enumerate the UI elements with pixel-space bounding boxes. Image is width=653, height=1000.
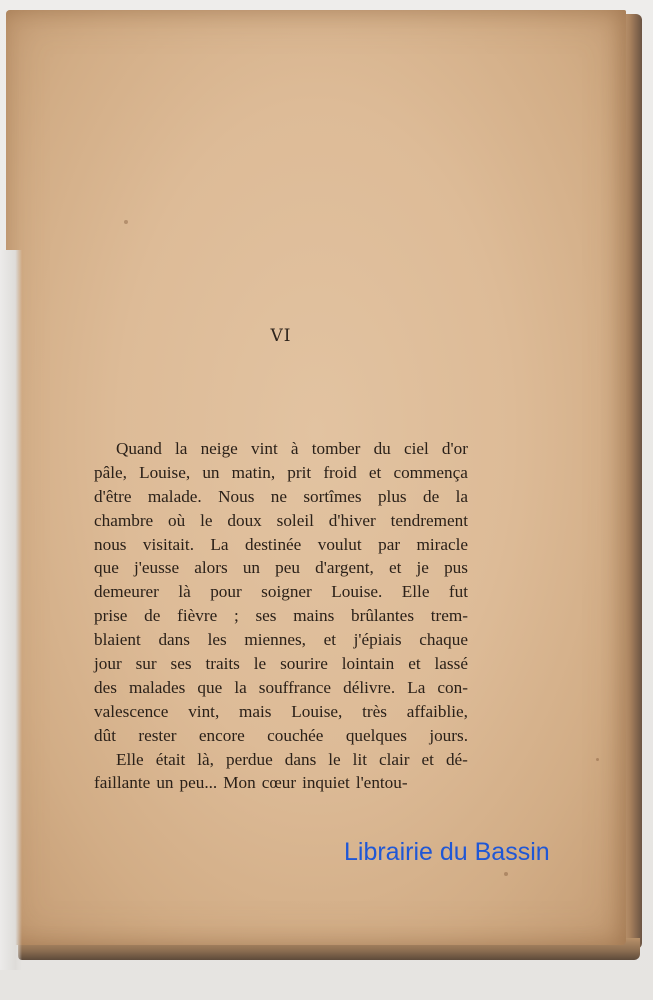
- paper-spot: [504, 872, 508, 876]
- text-line: dût rester encore couchée quelques jours.: [94, 725, 468, 745]
- chapter-numeral: VI: [270, 326, 292, 346]
- paper-spot: [596, 758, 599, 761]
- text-line: chambre où le doux soleil d'hiver tendrement: [94, 510, 468, 530]
- text-line: jour sur ses traits le sourire lointain et lassé: [94, 654, 468, 674]
- text-line: d'être malade. Nous ne sortîmes plus de la: [94, 486, 468, 506]
- text-line: que j'eusse alors un peu d'argent, et je pus: [94, 558, 468, 578]
- text-line: faillante un peu... Mon cœur inquiet l'entou-: [94, 773, 408, 793]
- text-line: valescence vint, mais Louise, très affaiblie,: [94, 701, 468, 721]
- text-line: pâle, Louise, un matin, prit froid et commença: [94, 462, 468, 482]
- text-line: des malades que la souffrance délivre. La con-: [94, 677, 468, 697]
- paper-spot: [124, 220, 128, 224]
- text-line: blaient dans les miennes, et j'épiais chaque: [94, 630, 468, 650]
- watermark: Librairie du Bassin: [344, 838, 550, 866]
- text-line: Quand la neige vint à tomber du ciel d'or: [116, 439, 468, 458]
- text-line: demeurer là pour soigner Louise. Elle fut: [94, 582, 468, 602]
- body-text: [94, 437, 468, 795]
- page-curl-shadow: [0, 250, 22, 970]
- text-line: nous visitait. La destinée voulut par miracle: [94, 534, 468, 554]
- text-line: prise de fièvre ; ses mains brûlantes trem-: [94, 606, 468, 626]
- text-line: Elle était là, perdue dans le lit clair et dé-: [116, 749, 468, 769]
